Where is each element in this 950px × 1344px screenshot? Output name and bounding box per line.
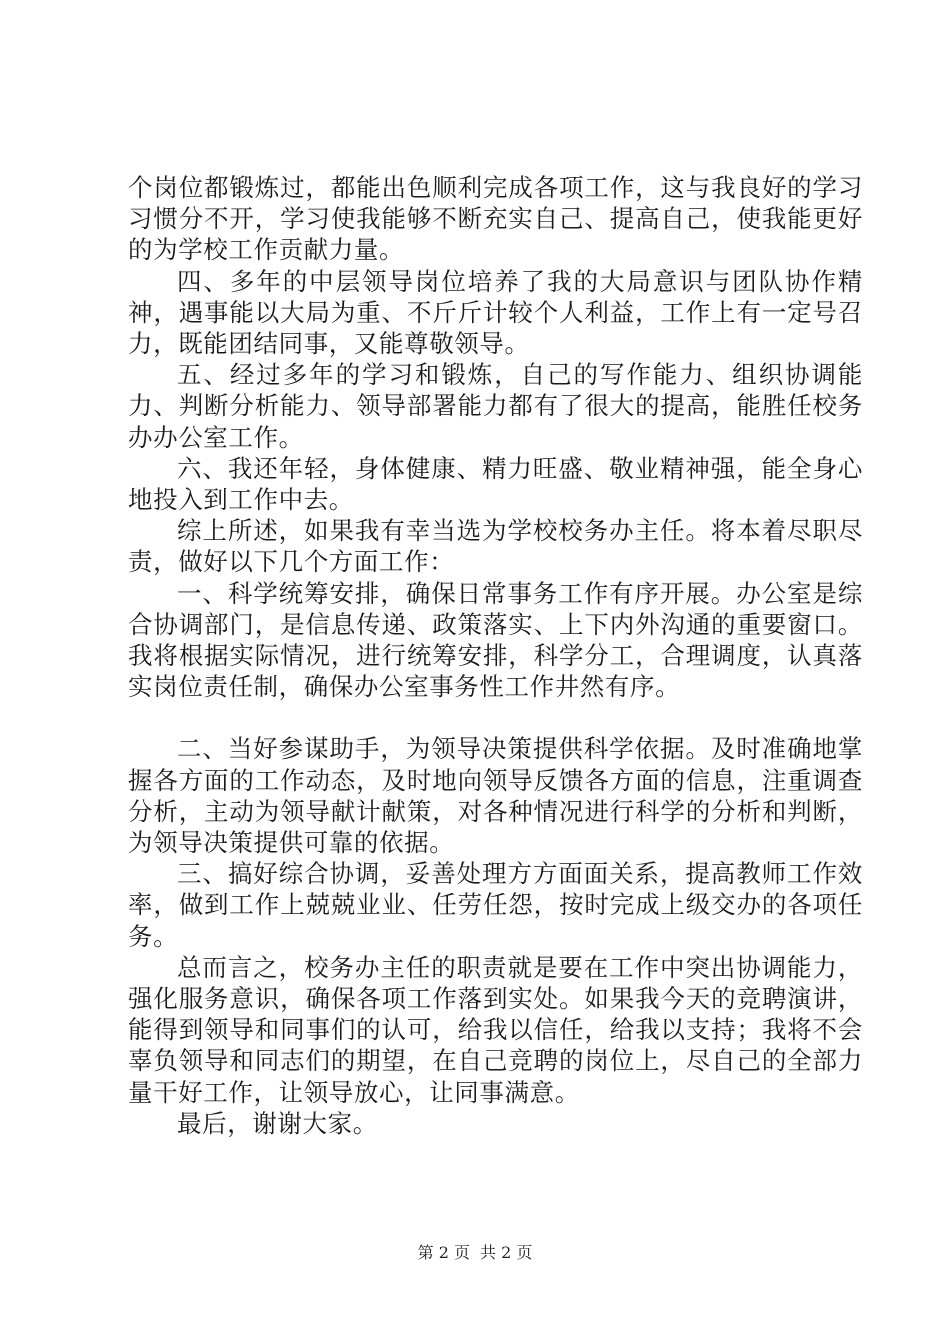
page-total: 共 2 页	[480, 1243, 533, 1262]
paragraph: 六、我还年轻，身体健康、精力旺盛、敬业精神强，能全身心地投入到工作中去。	[128, 453, 863, 515]
paragraph: 总而言之，校务办主任的职责就是要在工作中突出协调能力，强化服务意识，确保各项工作落到实处。如果我今天的竞聘演讲，能得到领导和同事们的认可，给我以信任，给我以支持；我将不会辜负领导和同志们的期望，在自己竞聘的岗位上，尽自己的全部力量干好工作，让领导放心，让同事满意。	[128, 952, 863, 1107]
paragraph: 二、当好参谋助手，为领导决策提供科学依据。及时准确地掌握各方面的工作动态，及时地向领导反馈各方面的信息，注重调查分析，主动为领导献计献策，对各种情况进行科学的分析和判断，为领导决策提供可靠的依据。	[128, 734, 863, 858]
paragraph: 综上所述，如果我有幸当选为学校校务办主任。将本着尽职尽责，做好以下几个方面工作：	[128, 516, 863, 577]
page-number: 第 2 页	[417, 1243, 470, 1262]
paragraph: 五、经过多年的学习和锻炼，自己的写作能力、组织协调能力、判断分析能力、领导部署能力都有了很大的提高，能胜任校务办办公室工作。	[128, 360, 863, 452]
paragraph: 个岗位都锻炼过，都能出色顺利完成各项工作，这与我良好的学习习惯分不开，学习使我能够不断充实自己、提高自己，使我能更好的为学校工作贡献力量。	[128, 173, 863, 265]
paragraph: 一、科学统筹安排，确保日常事务工作有序开展。办公室是综合协调部门，是信息传递、政策落实、上下内外沟通的重要窗口。我将根据实际情况，进行统筹安排，科学分工，合理调度，认真落实岗位责任制，确保办公室事务性工作井然有序。	[128, 578, 863, 702]
paragraph: 四、多年的中层领导岗位培养了我的大局意识与团队协作精神，遇事能以大局为重、不斤斤计较个人利益，工作上有一定号召力，既能团结同事，又能尊敬领导。	[128, 266, 863, 359]
document-body	[128, 172, 863, 1139]
paragraph: 三、搞好综合协调，妥善处理方方面面关系，提高教师工作效率，做到工作上兢兢业业、任劳任怨，按时完成上级交办的各项任务。	[128, 859, 863, 951]
page-footer	[0, 1243, 950, 1263]
paragraph: 最后，谢谢大家。	[177, 1108, 378, 1138]
